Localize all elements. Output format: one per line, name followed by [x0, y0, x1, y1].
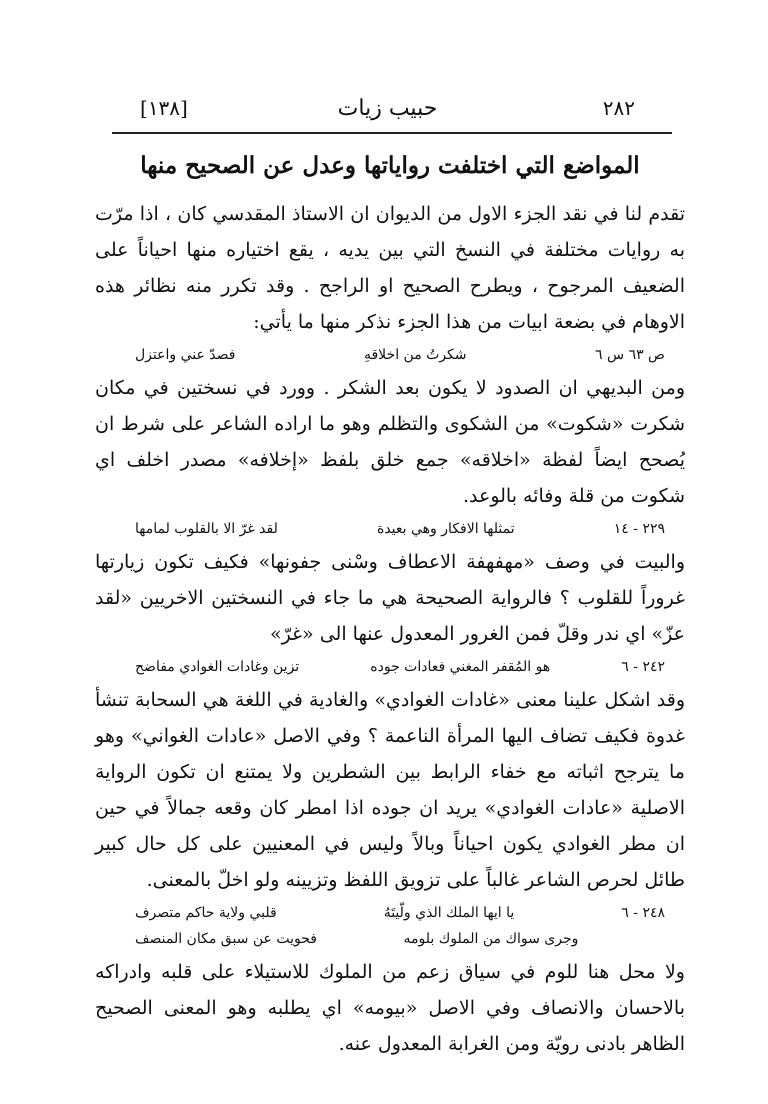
- verse-hemistich-second: فصدّ عني واعتزل: [135, 347, 236, 363]
- paragraph-intro: تقدم لنا في نقد الجزء الاول من الديوان ان الاستاذ المقدسي كان ، اذا مرّت به روايات مختلفة في النسخ التي بين يديه ، يقع اختياره منها احياناً على الضعيف المرجوح ، ويطرح الصحيح او الراجح . وقد تكرر منه نظائر هذه الاوهام في بضعة ابيات من هذا الجزء نذكر منها ما يأتي:: [95, 203, 685, 333]
- verse-reference: ٢٤٨ - ٦: [621, 905, 665, 921]
- verse-line: [95, 926, 685, 952]
- verse-block: [95, 900, 685, 952]
- verse-hemistich-second: لقد غرّ الا بالقلوب لمامها: [135, 521, 278, 537]
- running-title: حبيب زيات: [337, 96, 438, 121]
- paragraph-commentary: وقد اشكل علينا معنى «غادات الغوادي» والغادية في اللغة هي السحابة تنشأ غدوة فكيف تضاف اليها المرأة الناعمة ؟ وفي الاصل «عادات الغواني» وهو ما يترجح اثباته مع خفاء الرابط بين الشطرين ولا يمتنع ان تكون الرواية الاصلية «عادات الغوادي» يريد ان جوده اذا امطر كان وقعه جمالاً في حين ان مطر الغوادي يكون احياناً وبالاً وليس في المعنيين على كل حال كبير طائل لحرص الشاعر غالباً على تزويق اللفظ وتزيينه ولو اخلّ بالمعنى.: [95, 689, 685, 891]
- verse-hemistich-second: قلبي ولاية حاكم متصرف: [135, 905, 277, 921]
- page-body: [95, 148, 685, 1062]
- paragraph-commentary: ولا محل هنا للوم في سياق زعم من الملوك للاستيلاء على قلبه وادراكه بالاحسان والانصاف وفي الاصل «بيومه» اي يطلبه وهو المعنى الصحيح الظاهر بادنى رويّة ومن الغرابة المعدول عنه.: [95, 961, 685, 1055]
- verse-line: [95, 900, 685, 926]
- paragraph-commentary: ومن البديهي ان الصدود لا يكون بعد الشكر . وورد في نسختين في مكان شكرت «شكوت» من الشكوى والتظلم وهو ما اراده الشاعر على شرط ان يُصحح ايضاً لفظة «اخلاقه» جمع خلق بلفظ «إخلافه» مصدر اخلف اي شكوت من قلة وفائه بالوعد.: [95, 377, 685, 507]
- verse-hemistich-first: وجرى سواك من الملوك بلومه: [403, 931, 579, 947]
- verse-hemistich-first: يا ايها الملك الذي ولّيتَهُ: [383, 905, 515, 921]
- verse-reference: ص ٦٣ س ٦: [595, 347, 665, 363]
- page-number: ٢٨٢: [602, 96, 635, 120]
- bracket-page-number: [١٣٨]: [140, 96, 188, 120]
- verse-line: [95, 342, 685, 368]
- verse-hemistich-first: تمثلها الافكار وهي بعيدة: [376, 521, 515, 537]
- verse-reference: ٢٤٢ - ٦: [621, 659, 665, 675]
- verse-reference: ٢٢٩ - ١٤: [613, 521, 665, 537]
- header-rule: [112, 132, 672, 134]
- section-title: المواضع التي اختلفت رواياتها وعدل عن الصحيح منها: [140, 152, 640, 179]
- verse-hemistich-second: تزين وغادات الغوادي مفاضح: [135, 659, 300, 675]
- verse-hemistich-first: هو المُقفر المغني فعادات جوده: [370, 659, 551, 675]
- paragraph-commentary: والبيت في وصف «مهفهفة الاعطاف وسْنى جفونها» فكيف تكون زيارتها غروراً للقلوب ؟ فالرواية الصحيحة هي ما جاء في النسختين الاخريين «لقد عزّ» اي ندر وقلّ فمن الغرور المعدول عنها الى «غرّ»: [95, 551, 685, 645]
- verse-hemistich-first: شكرتُ من اخلاقهِ: [363, 347, 467, 363]
- verse-line: [95, 654, 685, 680]
- page-header: [100, 90, 675, 130]
- verse-line: [95, 516, 685, 542]
- verse-hemistich-second: فحويت عن سبق مكان المنصف: [135, 931, 317, 947]
